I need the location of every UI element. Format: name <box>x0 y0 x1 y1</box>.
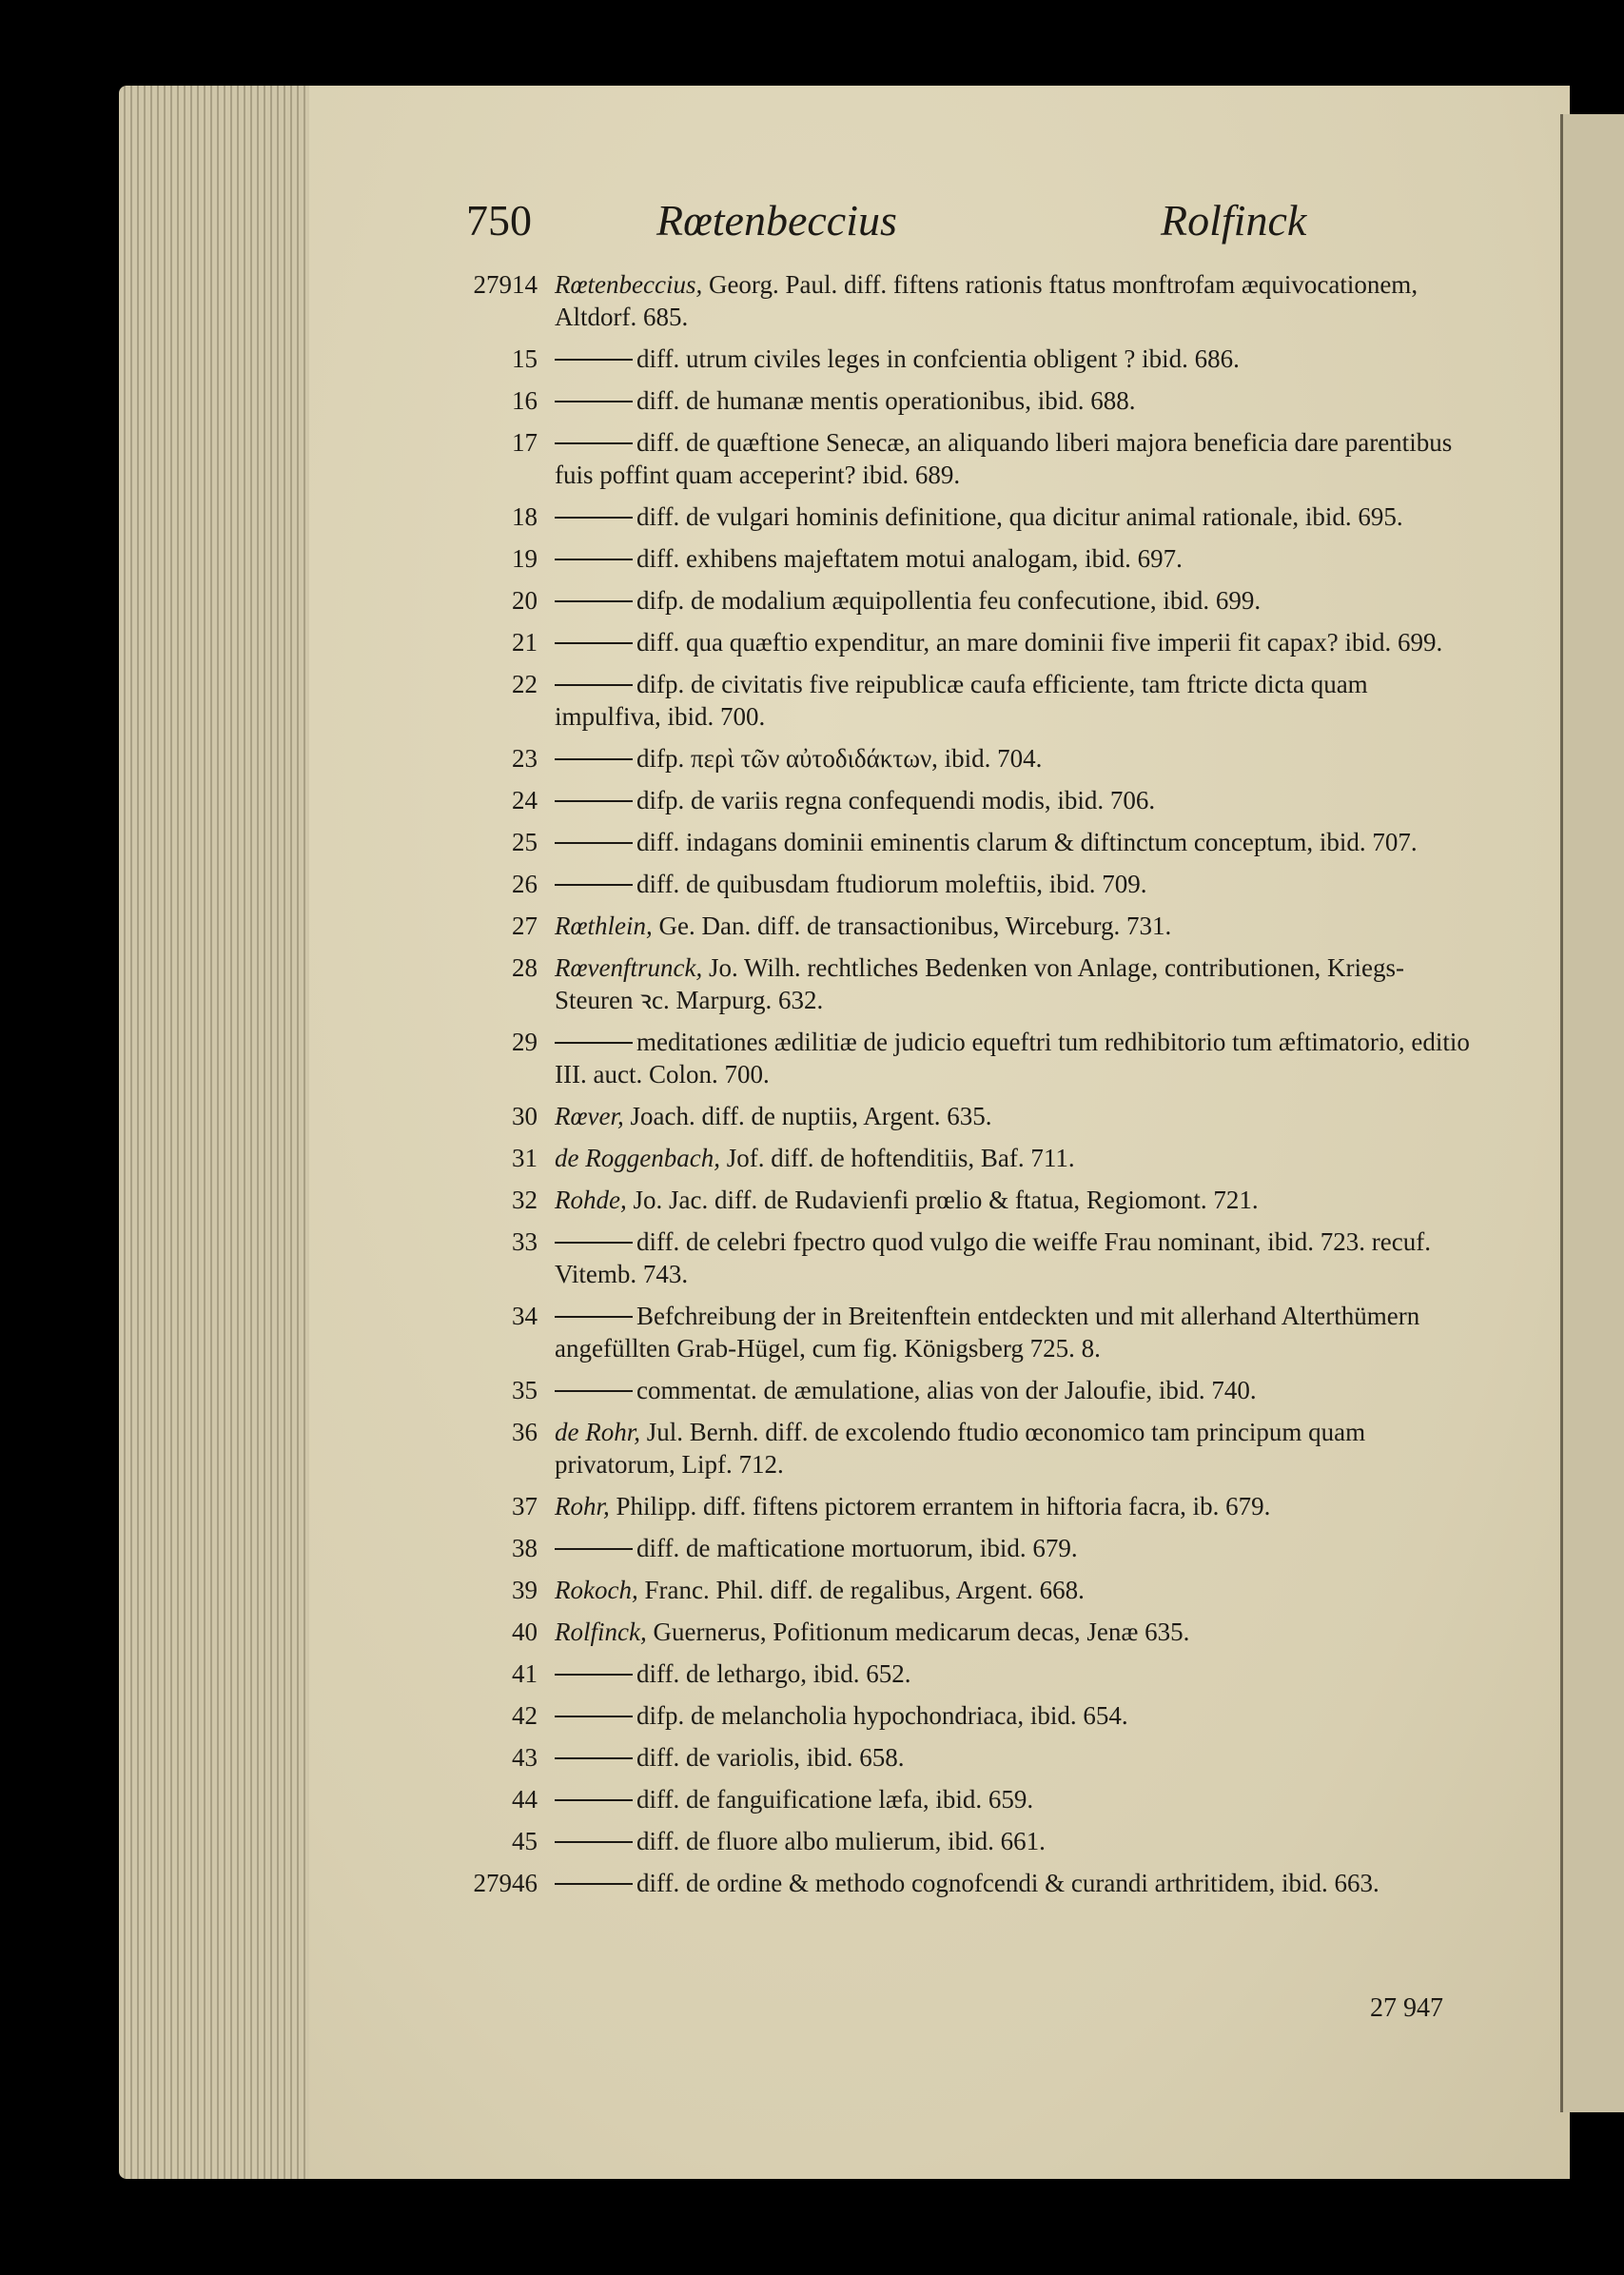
ditto-dash <box>555 800 633 802</box>
entry-number: 15 <box>512 344 538 373</box>
entry-number: 24 <box>512 786 538 814</box>
entry-number: 42 <box>512 1701 538 1730</box>
entry-body <box>555 1867 1475 1899</box>
entry-text: diff. de humanæ mentis operationibus, ibid. 688. <box>636 386 1136 415</box>
entry-number: 38 <box>512 1534 538 1562</box>
ditto-dash <box>555 442 633 444</box>
entry-number: 18 <box>512 502 538 531</box>
entry-number: 26 <box>512 870 538 898</box>
entry-text: Philipp. diff. fiftens pictorem errantem in hiftoria facra, ib. 679. <box>609 1492 1271 1520</box>
entry-row <box>447 268 1475 333</box>
entry-body <box>555 868 1475 900</box>
entry-row <box>447 868 1475 900</box>
entry-number: 32 <box>512 1186 538 1214</box>
entry-body <box>555 268 1475 333</box>
ditto-dash <box>555 1548 633 1550</box>
author-name: Rolfinck, <box>555 1618 647 1646</box>
entry-row <box>447 910 1475 942</box>
entry-number: 27914 <box>473 270 538 299</box>
entry-text: diff. de celebri fpectro quod vulgo die weiffe Frau nominant, ibid. 723. recuf. Vitemb. 743. <box>555 1227 1432 1288</box>
page-edges <box>119 86 314 2179</box>
entry-body <box>555 668 1475 733</box>
ditto-dash <box>555 1242 633 1244</box>
ditto-dash <box>555 842 633 844</box>
entry-row <box>447 1741 1475 1774</box>
entry-text: diff. de fanguificatione læfa, ibid. 659. <box>636 1785 1034 1814</box>
entry-row <box>447 584 1475 617</box>
entry-text: diff. exhibens majeftatem motui analogam, ibid. 697. <box>636 544 1183 573</box>
entry-text: diff. de variolis, ibid. 658. <box>636 1743 905 1772</box>
entry-text: diff. indagans dominii eminentis clarum & diftinctum conceptum, ibid. 707. <box>636 828 1418 856</box>
entry-row <box>447 1574 1475 1606</box>
entry-text: diff. de quæftione Senecæ, an aliquando liberi majora beneficia dare parentibus fuis poffint quam acceperint? ibid. 689. <box>555 428 1453 489</box>
entry-text: difp. de modalium æquipollentia feu confecutione, ibid. 699. <box>636 586 1262 615</box>
entry-number: 29 <box>512 1028 538 1056</box>
entry-number: 31 <box>512 1144 538 1172</box>
ditto-dash <box>555 1674 633 1676</box>
entry-text: diff. de vulgari hominis definitione, qua dicitur animal rationale, ibid. 695. <box>636 502 1403 531</box>
entry-body <box>555 951 1475 1016</box>
entry-number: 35 <box>512 1376 538 1404</box>
entry-body <box>555 1026 1475 1090</box>
entry-number: 27946 <box>473 1869 538 1897</box>
ditto-dash <box>555 1316 633 1318</box>
author-name: Rohde, <box>555 1186 627 1214</box>
entry-text: commentat. de æmulatione, alias von der Jaloufie, ibid. 740. <box>636 1376 1257 1404</box>
author-name: Rœver, <box>555 1102 624 1130</box>
entry-body <box>555 343 1475 375</box>
entry-number: 30 <box>512 1102 538 1130</box>
entry-text: Guernerus, Pofitionum medicarum decas, Jenæ 635. <box>646 1618 1190 1646</box>
entry-text: diff. qua quæftio expenditur, an mare dominii five imperii fit capax? ibid. 699. <box>636 628 1443 657</box>
entry-row <box>447 668 1475 733</box>
ditto-dash <box>555 642 633 644</box>
entry-number: 22 <box>512 670 538 698</box>
entry-number: 43 <box>512 1743 538 1772</box>
entry-number: 25 <box>512 828 538 856</box>
entry-body <box>555 1184 1475 1216</box>
entry-body <box>555 1657 1475 1690</box>
entry-number: 36 <box>512 1418 538 1446</box>
facing-page-edge <box>1560 114 1624 2112</box>
entry-text: Jo. Jac. diff. de Rudavienfi prœlio & ftatua, Regiomont. 721. <box>626 1186 1259 1214</box>
entry-body <box>555 1226 1475 1290</box>
ditto-dash <box>555 517 633 519</box>
entry-body <box>555 426 1475 491</box>
entry-body <box>555 910 1475 942</box>
entry-row <box>447 1867 1475 1899</box>
entry-text: Jof. diff. de hoftenditiis, Baf. 711. <box>719 1144 1075 1172</box>
entry-body <box>555 1741 1475 1774</box>
entry-body <box>555 1374 1475 1406</box>
entry-number: 17 <box>512 428 538 457</box>
entry-row <box>447 1657 1475 1690</box>
ditto-dash <box>555 600 633 602</box>
entry-text: Ge. Dan. diff. de transactionibus, Wirceburg. 731. <box>652 912 1172 940</box>
entry-body <box>555 1616 1475 1648</box>
entry-row <box>447 1100 1475 1132</box>
ditto-dash <box>555 401 633 402</box>
ditto-dash <box>555 1757 633 1759</box>
entry-list <box>447 268 1475 1909</box>
entry-number: 20 <box>512 586 538 615</box>
entry-row <box>447 826 1475 858</box>
entry-row <box>447 542 1475 575</box>
entry-text: Befchreibung der in Breitenftein entdeckten und mit allerhand Alterthümern angefüllten Grab-Hügel, cum fig. Königsberg 725. 8. <box>555 1302 1420 1363</box>
ditto-dash <box>555 1042 633 1044</box>
entry-body <box>555 742 1475 775</box>
entry-row <box>447 784 1475 816</box>
entry-body <box>555 1100 1475 1132</box>
entry-number: 39 <box>512 1576 538 1604</box>
entry-row <box>447 951 1475 1016</box>
entry-row <box>447 384 1475 417</box>
entry-row <box>447 426 1475 491</box>
entry-body <box>555 500 1475 533</box>
author-name: Rokoch, <box>555 1576 638 1604</box>
ditto-dash <box>555 559 633 560</box>
entry-text: difp. de variis regna confequendi modis, ibid. 706. <box>636 786 1156 814</box>
ditto-dash <box>555 1390 633 1392</box>
entry-body <box>555 384 1475 417</box>
entry-body <box>555 1532 1475 1564</box>
entry-text: Georg. Paul. diff. fiftens rationis ftatus monftrofam æquivocationem, Altdorf. 685. <box>555 270 1419 331</box>
entry-row <box>447 1616 1475 1648</box>
ditto-dash <box>555 359 633 361</box>
entry-text: diff. de quibusdam ftudiorum moleftiis, ibid. 709. <box>636 870 1147 898</box>
running-head-right: Rolfinck <box>1161 196 1307 245</box>
author-name: de Roggenbach, <box>555 1144 720 1172</box>
ditto-dash <box>555 1716 633 1717</box>
entry-number: 34 <box>512 1302 538 1330</box>
entry-body <box>555 542 1475 575</box>
entry-row <box>447 742 1475 775</box>
entry-row <box>447 626 1475 658</box>
entry-body <box>555 1142 1475 1174</box>
entry-number: 21 <box>512 628 538 657</box>
page-number: 750 <box>466 196 532 245</box>
entry-row <box>447 1783 1475 1815</box>
entry-row <box>447 1226 1475 1290</box>
entry-number: 28 <box>512 953 538 982</box>
entry-body <box>555 1825 1475 1857</box>
entry-row <box>447 343 1475 375</box>
entry-text: Jo. Wilh. rechtliches Bedenken von Anlage, contributionen, Kriegs-Steuren ꝛc. Marpurg. 632. <box>555 953 1404 1014</box>
ditto-dash <box>555 1841 633 1843</box>
entry-number: 27 <box>512 912 538 940</box>
entry-row <box>447 1026 1475 1090</box>
entry-row <box>447 1825 1475 1857</box>
entry-text: difp. περὶ τῶν αὐτοδιδάκτων, ibid. 704. <box>636 744 1043 773</box>
entry-number: 45 <box>512 1827 538 1855</box>
entry-body <box>555 626 1475 658</box>
entry-body <box>555 1416 1475 1481</box>
entry-text: difp. de melancholia hypochondriaca, ibid. 654. <box>636 1701 1128 1730</box>
entry-body <box>555 1574 1475 1606</box>
entry-row <box>447 1699 1475 1732</box>
entry-row <box>447 1374 1475 1406</box>
entry-row <box>447 1300 1475 1364</box>
entry-number: 37 <box>512 1492 538 1520</box>
entry-body <box>555 1300 1475 1364</box>
entry-body <box>555 1783 1475 1815</box>
entry-number: 23 <box>512 744 538 773</box>
entry-text: diff. de fluore albo mulierum, ibid. 661. <box>636 1827 1046 1855</box>
entry-number: 19 <box>512 544 538 573</box>
author-name: de Rohr, <box>555 1418 640 1446</box>
entry-text: Jul. Bernh. diff. de excolendo ftudio œconomico tam principum quam privatorum, Lipf. 712. <box>555 1418 1366 1479</box>
entry-text: difp. de civitatis five reipublicæ caufa efficiente, tam ftricte dicta quam impulfiva, ibid. 700. <box>555 670 1368 731</box>
ditto-dash <box>555 684 633 686</box>
author-name: Rohr, <box>555 1492 610 1520</box>
entry-body <box>555 826 1475 858</box>
catchword: 27 947 <box>1370 1993 1443 2023</box>
entry-row <box>447 1142 1475 1174</box>
entry-row <box>447 1184 1475 1216</box>
entry-number: 44 <box>512 1785 538 1814</box>
ditto-dash <box>555 1883 633 1885</box>
entry-text: Franc. Phil. diff. de regalibus, Argent. 668. <box>637 1576 1085 1604</box>
entry-number: 16 <box>512 386 538 415</box>
entry-body <box>555 784 1475 816</box>
entry-number: 41 <box>512 1659 538 1688</box>
entry-row <box>447 1532 1475 1564</box>
entry-body <box>555 1490 1475 1522</box>
author-name: Rœvenftrunck, <box>555 953 703 982</box>
entry-text: diff. de lethargo, ibid. 652. <box>636 1659 911 1688</box>
entry-text: diff. de mafticatione mortuorum, ibid. 679. <box>636 1534 1078 1562</box>
entry-row <box>447 1416 1475 1481</box>
running-head-left: Rœtenbeccius <box>656 196 897 245</box>
entry-row <box>447 1490 1475 1522</box>
entry-body <box>555 584 1475 617</box>
entry-text: diff. utrum civiles leges in confcientia obligent ? ibid. 686. <box>636 344 1240 373</box>
ditto-dash <box>555 884 633 886</box>
entry-number: 33 <box>512 1227 538 1256</box>
author-name: Rœthlein, <box>555 912 653 940</box>
entry-text: diff. de ordine & methodo cognofcendi & curandi arthritidem, ibid. 663. <box>636 1869 1379 1897</box>
ditto-dash <box>555 1799 633 1801</box>
entry-text: meditationes ædilitiæ de judicio equeftri tum redhibitorio tum æftimatorio, editio III. auct. Colon. 700. <box>555 1028 1470 1088</box>
entry-text: Joach. diff. de nuptiis, Argent. 635. <box>623 1102 992 1130</box>
entry-row <box>447 500 1475 533</box>
entry-body <box>555 1699 1475 1732</box>
ditto-dash <box>555 758 633 760</box>
entry-number: 40 <box>512 1618 538 1646</box>
author-name: Rœtenbeccius, <box>555 270 703 299</box>
